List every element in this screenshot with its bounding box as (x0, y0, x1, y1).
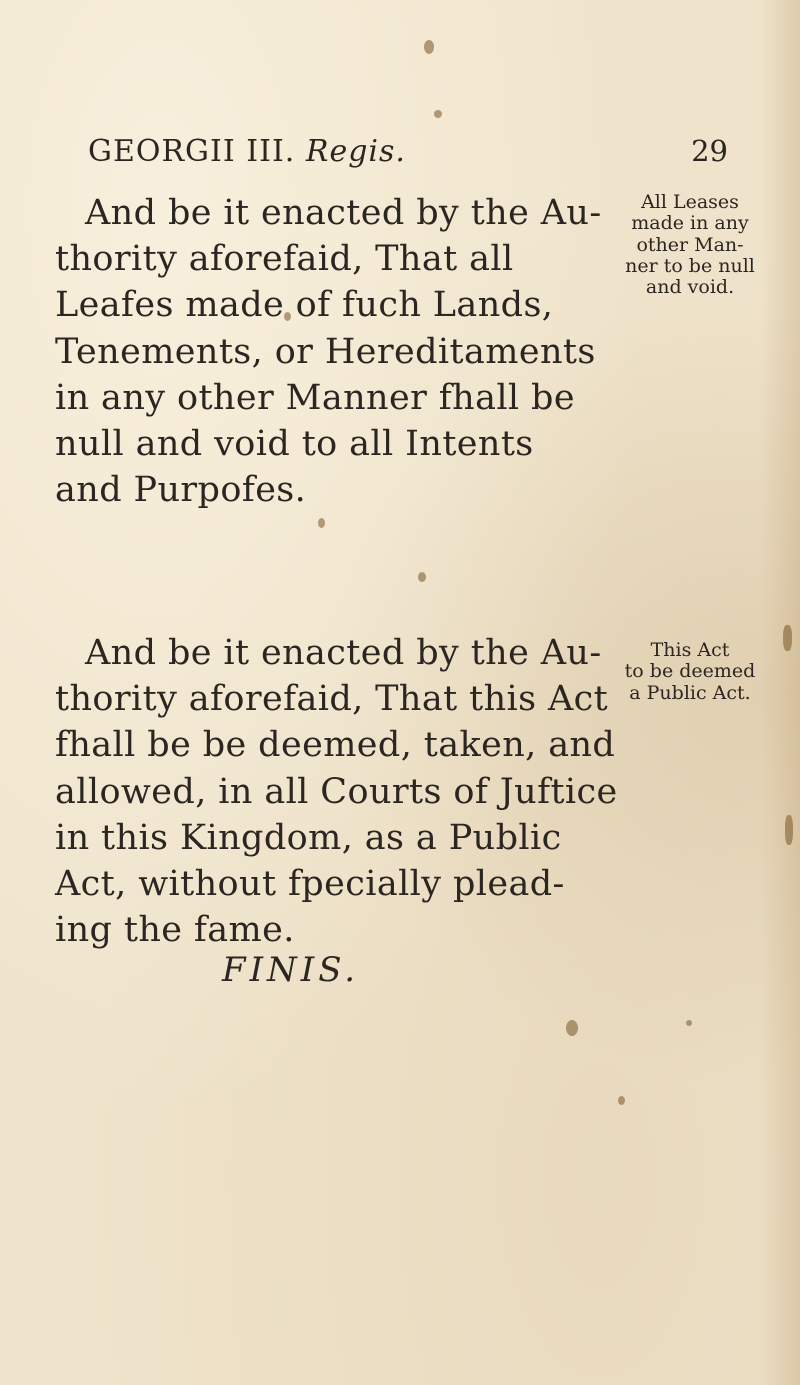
running-title-text: GEORGII III. (88, 134, 296, 169)
paragraph-leases (55, 190, 602, 513)
running-title (88, 134, 406, 169)
sidenote-line: made in any (631, 212, 749, 235)
paragraph-public-act (55, 630, 618, 953)
foxing-spot (424, 40, 434, 54)
sidenote-line: and void. (645, 276, 735, 299)
sidenote-leases (600, 192, 780, 298)
paragraph-line: And be it enacted by the Au- (85, 633, 602, 673)
paragraph-line: in this Kingdom, as a Public (55, 817, 562, 858)
paragraph-line: Tenements, or Hereditaments (55, 331, 596, 372)
finis: FINIS. (222, 950, 360, 990)
paragraph-line: Act, without fpecially plead- (55, 863, 565, 904)
foxing-spot (686, 1020, 692, 1026)
sidenote-line: ner to be null (625, 254, 755, 277)
foxing-spot (566, 1020, 578, 1036)
paragraph-line: null and void to all Intents (55, 423, 534, 464)
sidenote-public-act (600, 640, 780, 704)
sidenote-line: to be deemed (624, 660, 756, 683)
paragraph-line: in any other Manner fhall be (55, 377, 575, 418)
sidenote-line: a Public Act. (629, 681, 751, 704)
paragraph-line: and Purpofes. (55, 470, 307, 511)
foxing-spot (618, 1096, 625, 1105)
running-title-regis: Regis. (305, 134, 406, 169)
sidenote-line: This Act (650, 639, 730, 661)
sidenote-line: All Leases (641, 191, 739, 213)
foxing-spot (418, 572, 426, 582)
foxing-spot (318, 518, 325, 528)
paragraph-line: fhall be be deemed, taken, and (55, 725, 616, 766)
paragraph-line: ing the fame. (55, 910, 295, 951)
sidenote-line: other Man- (636, 233, 744, 256)
paragraph-line: Leafes made of fuch Lands, (55, 285, 554, 326)
paragraph-line: thority aforefaid, That all (55, 239, 514, 280)
paragraph-line: And be it enacted by the Au- (85, 193, 602, 233)
foxing-spot (785, 815, 793, 845)
paragraph-line: allowed, in all Courts of Juftice (55, 771, 618, 812)
foxing-spot (783, 625, 792, 651)
running-head (88, 134, 728, 174)
foxing-spot (434, 110, 442, 118)
paragraph-line: thority aforefaid, That this Act (55, 679, 609, 720)
page-number: 29 (691, 134, 728, 168)
